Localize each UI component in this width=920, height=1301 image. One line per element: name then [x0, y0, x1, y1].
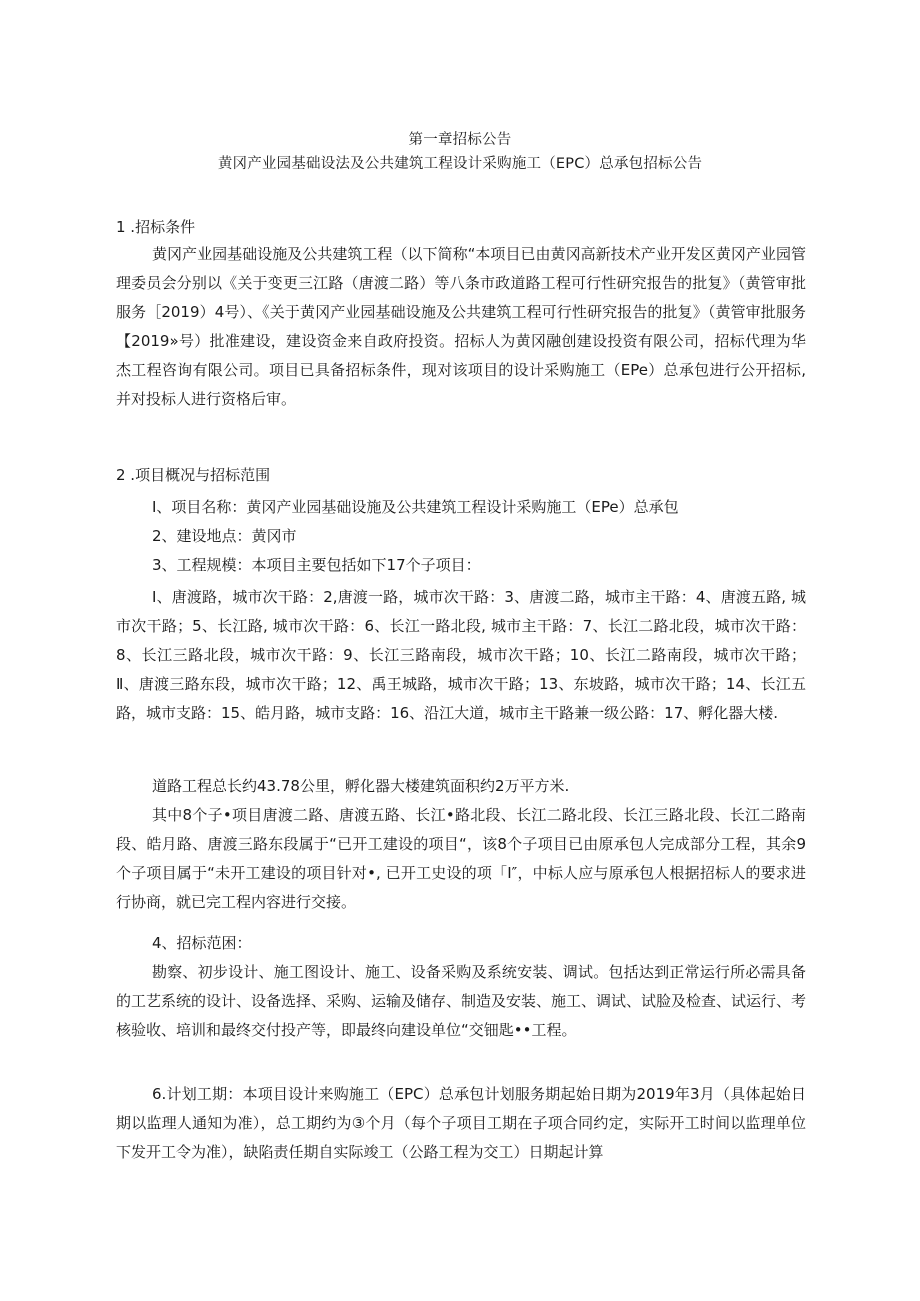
scope-paragraph: 勘察、初步设计、施工图设计、施工、设备采购及系统安装、调试。包括达到正常运行所必需具备的工艺系统的设计、设备选择、采购、运输及储存、制造及安装、施工、调试、试脸及检查、试运行、考核验收、培训和最终交付投产等，即最终向建设单位“交钿匙••工程。 [116, 963, 807, 1039]
schedule-paragraph: 6.计划工期：本项目设计来购施工（EPC）总承包计划服务期起始日期为2019年3月（具体起始日期以监理人通知为准），总工期约为③个月（每个子项目工期在子项合同约定，实际开工时间以监理单位下发开工令为准），缺陷责任期自实际竣工（公路工程为交工）日期起计算 [116, 1085, 806, 1161]
location-item: 2、建设地点：黄冈市 [152, 527, 297, 545]
section1-paragraph: 黄冈产业园基础设施及公共建筑工程（以下简称“本项目已由黄冈高新技术产业开发区黄冈产业园管理委员会分别以《关于变更三江路（唐渡二路）等八条市政道路工程可行性研究报告的批复》（黄管审批服务［2019）4号）、《关于黄冈产业园基础设施及公共建筑工程可行性研究报告的批复》（黄管审批服务【2019»号）批准建设，建设资金来自政府投资。招标人为黄冈融创建设投资有限公司，招标代理为华杰工程咨询有限公司。项目已具备招标条件，现对该项目的设计采购施工（EPe）总承包进行公开招标, 并对投标人进行资格后审。 [116, 245, 806, 408]
scope-item: 4、招标范困： [152, 934, 252, 952]
scale-item: 3、工程规模：本项目主要包括如下17个子项目： [152, 556, 481, 574]
notice-title: 黄冈产业园基础设法及公共建筑工程设计采购施工（EPC）总承包招标公告 [217, 156, 703, 172]
section2-heading: 2 .项目概况与招标范围 [116, 466, 271, 484]
section1-heading: 1 .招标条件 [116, 218, 196, 236]
road-length-line: 道路工程总长约43.78公里，孵化器大楼建筑面积约2万平方米. [152, 777, 570, 795]
subprojects-paragraph: I、唐渡路，城市次干路：2,唐渡一路，城市次干路：3、唐渡二路，城市主干路：4、唐渡五路, 城市次干路；5、长江路, 城市次干路：6、长江一路北段, 城市主干路：7、长江二路北段，城市次干路：8、长江三路北段，城市次干路：9、长江三路南段，城市次干路；10、长江二路南段，城市次干路；Ⅱ、唐渡三路东段，城市次干路；12、禹王城路，城市次干路；13、东坡路，城市次干路；14、长江五路，城市支路：15、皓月路，城市支路：16、沿江大道，城市主干路兼一级公路：17、孵化器大楼. [116, 588, 806, 722]
chapter-title: 第一章招标公告 [408, 132, 512, 148]
existing-projects-paragraph: 其中8个子•项目唐渡二路、唐渡五路、长江•路北段、长江二路北段、长江三路北段、长江二路南段、皓月路、唐渡三路东段属于“已开工建设的项目“，该8个子项目已由原承包人完成部分工程，其余9个子项目属于“未开工建设的项目针对•, 已开工史设的项「I″，中标人应与原承包人根据招标人的要求进行协商，就已完工程内容进行交接。 [116, 806, 806, 911]
project-name-item: I、项目名称：黄冈产业园基础设施及公共建筑工程设计采购施工（EPe）总承包 [152, 498, 679, 516]
